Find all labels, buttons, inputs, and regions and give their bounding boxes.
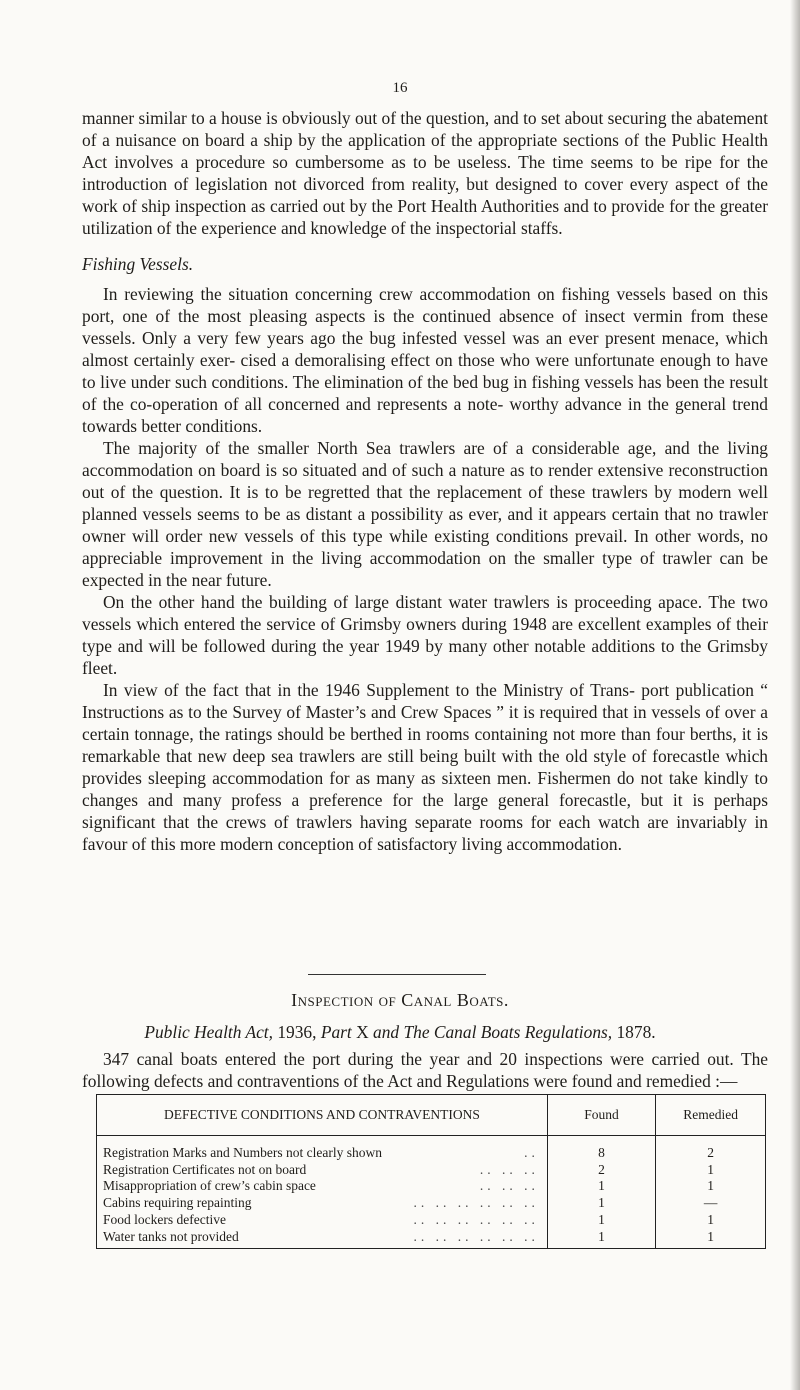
table-row: [97, 1229, 766, 1249]
row-remedied: 1: [656, 1162, 766, 1179]
subtitle-regulations: and The Canal Boats Regulations,: [373, 1022, 613, 1042]
row-remedied: —: [656, 1195, 766, 1212]
row-leader: .. .. .. .. .. ..: [413, 1211, 539, 1227]
canal-body: [82, 1048, 768, 1092]
row-condition: Water tanks not provided: [103, 1228, 239, 1244]
table-row: [97, 1212, 766, 1229]
row-found: 1: [547, 1229, 655, 1249]
row-leader: .. .. .. .. .. ..: [413, 1195, 539, 1211]
subtitle-act: Public Health Act,: [144, 1022, 273, 1042]
row-found: 2: [547, 1162, 655, 1179]
row-condition: Registration Marks and Numbers not clearly shown: [103, 1145, 382, 1160]
row-found: 1: [547, 1178, 655, 1195]
fishing-vessels-heading: Fishing Vessels.: [82, 254, 194, 274]
fishing-paragraph-3: On the other hand the building of large distant water trawlers is proceeding apace. The two vessels which entered the service of Grimsby owners during 1948 are excellent examples of their type and will be followed during the year 1949 by many other notable additions to the Grimsby fleet.: [82, 592, 768, 678]
canal-paragraph: 347 canal boats entered the port during the year and 20 inspections were carried out. The following defects and contraventions of the Act and Regulations were found and remedied :—: [82, 1049, 768, 1091]
body-text: [82, 107, 768, 855]
subtitle-part: Part: [320, 1022, 352, 1042]
fishing-paragraph-2: The majority of the smaller North Sea trawlers are of a considerable age, and the living accommodation on board is so situated and of such a nature as to render extensive reconstruction out of the question. It is to be regretted that the replacement of these trawlers by modern well planned vessels seems to be as distant a possibility as ever, and it appears certain that no trawler owner will order new vessels of this type while existing conditions prevail. In other words, no appreciable improvement in the living accommodation on the smaller type of trawler can be expected in the near future.: [82, 438, 768, 590]
canal-boats-title: Inspection of Canal Boats.: [291, 990, 509, 1010]
row-found: 1: [547, 1212, 655, 1229]
row-condition: Misappropriation of crew’s cabin space: [103, 1178, 316, 1194]
subtitle-year-1878: 1878.: [612, 1022, 656, 1042]
page-edge-shadow: [790, 0, 800, 1390]
row-condition: Food lockers defective: [103, 1211, 226, 1227]
paragraph-intro: manner similar to a house is obviously out of the question, and to set about securing the abatement of a nuisance on board a ship by the application of the appropriate sections of the Public Health Act involves a procedure so cumbersome as to be useless. The time seems to be ripe for the introduction of legislation not divorced from reality, but designed to cover every aspect of the work of ship inspection as carried out by the Port Health Authorities and to provide for the greater utilization of the experience and knowledge of the inspectorial staffs.: [82, 108, 768, 238]
table-row: [97, 1162, 766, 1179]
fishing-paragraph-4: In view of the fact that in the 1946 Supplement to the Ministry of Trans- port publication “ Instructions as to the Survey of Master’s and Crew Spaces ” it is required that in vessels of over a certain tonnage, the ratings should be berthed in rooms containing not more than four berths, it is remarkable that new deep sea trawlers are still being built with the old style of forecastle which provides sleeping accommodation for as many as sixteen men. Fishermen do not take kindly to changes and many profess a preference for the large general forecastle, but it is perhaps significant that the crews of trawlers having separate rooms for each watch are invariably in favour of this more modern conception of satisfactory living accommodation.: [82, 680, 768, 854]
fishing-paragraph-1: In reviewing the situation concerning crew accommodation on fishing vessels based on this port, one of the most pleasing aspects is the continued absence of insect vermin from these vessels. Only a very few years ago the bug infested vessel was an ever present menace, which almost certainly exer- cised a demoralising effect on those who were unfortunate enough to have to live under such conditions. The elimination of the bed bug in fishing vessels has been the result of the co-operation of all concerned and represents a note- worthy advance in the general trend towards better conditions.: [82, 284, 768, 436]
row-remedied: 2: [656, 1136, 766, 1162]
section-divider: [308, 974, 486, 975]
table-row: [97, 1195, 766, 1212]
row-found: 8: [547, 1136, 655, 1162]
defects-table: [96, 1094, 766, 1249]
row-remedied: 1: [656, 1229, 766, 1249]
row-condition: Registration Certificates not on board: [103, 1161, 307, 1177]
row-remedied: 1: [656, 1212, 766, 1229]
row-leader: .. .. ..: [479, 1178, 539, 1194]
row-remedied: 1: [656, 1178, 766, 1195]
row-condition: Cabins requiring repainting: [103, 1195, 252, 1211]
page-number: 16: [392, 80, 408, 96]
subtitle-year-1936: 1936,: [273, 1022, 321, 1042]
table-header-row: [97, 1095, 766, 1136]
header-conditions: DEFECTIVE CONDITIONS AND CONTRAVENTIONS: [97, 1095, 548, 1136]
header-remedied: Remedied: [656, 1095, 766, 1136]
table-row: [97, 1136, 766, 1162]
canal-boats-subtitle: [0, 1022, 800, 1043]
table-row: [97, 1178, 766, 1195]
row-leader: .. .. ..: [479, 1161, 539, 1177]
row-found: 1: [547, 1195, 655, 1212]
row-leader: .. .. .. .. .. ..: [413, 1228, 539, 1244]
header-found: Found: [547, 1095, 655, 1136]
subtitle-roman: X: [351, 1022, 374, 1042]
row-leader: ..: [524, 1145, 539, 1160]
